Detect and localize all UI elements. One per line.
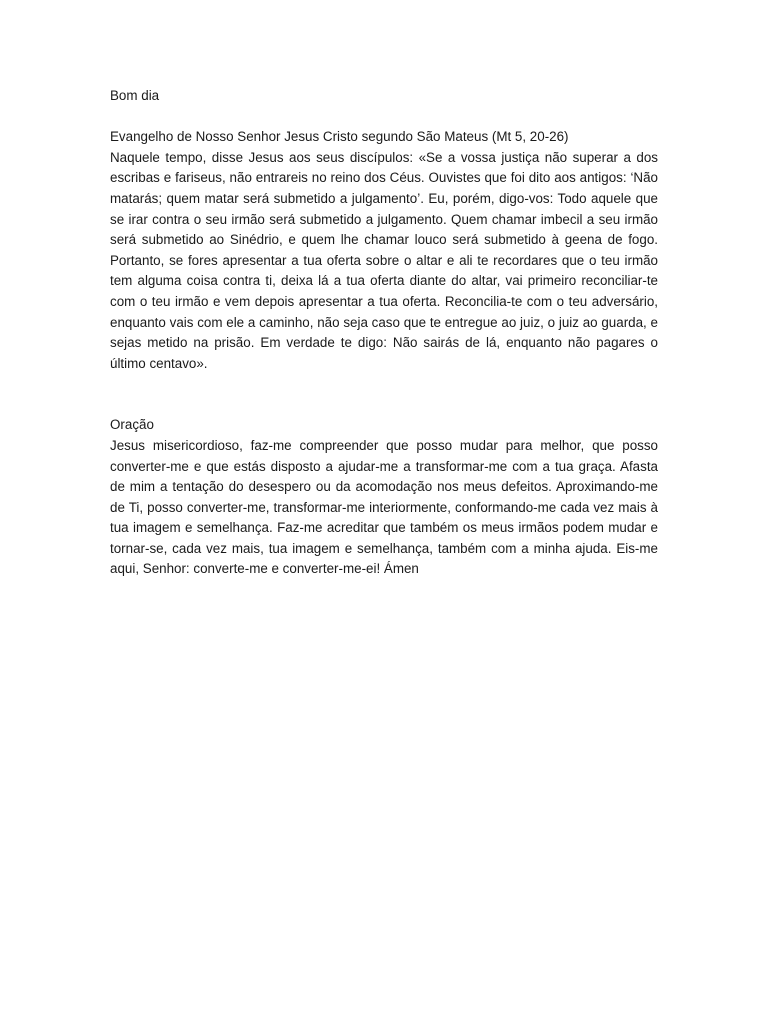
prayer-text: Jesus misericordioso, faz-me compreender que posso mudar para melhor, que posso converter-me e que estás disposto a ajudar-me a transformar-me com a tua graça. Afasta de mim a tentação do desespero ou da acomodação nos meus defeitos. Aproximando-me de Ti, posso converter-me, transformar-me interiormente, conformando-me cada vez mais à tua imagem e semelhança. Faz-me acreditar que também os meus irmãos podem mudar e tornar-se, cada vez mais, tua imagem e semelhança, também com a minha ajuda. Eis-me aqui, Senhor: converte-me e converter-me-ei! Ámen bbox=[110, 437, 658, 577]
prayer-title: Oração bbox=[110, 417, 154, 433]
document-page bbox=[110, 86, 658, 580]
gospel-text: Naquele tempo, disse Jesus aos seus discípulos: «Se a vossa justiça não superar a dos escribas e fariseus, não entrareis no reino dos Céus. Ouvistes que foi dito aos antigos: ‘Não matarás; quem matar será submetido a julgamento’. Eu, porém, digo-vos: Todo aquele que se irar contra o seu irmão será submetido a julgamento. Quem chamar imbecil a seu irmão será submetido ao Sinédrio, e quem lhe chamar louco será submetido à geena de fogo. Portanto, se fores apresentar a tua oferta sobre o altar e ali te recordares que o teu irmão tem alguma coisa contra ti, deixa lá a tua oferta diante do altar, vai primeiro reconciliar-te com o teu irmão e vem depois apresentar a tua oferta. Reconcilia-te com o teu adversário, enquanto vais com ele a caminho, não seja caso que te entregue ao juiz, o juiz ao guarda, e sejas metido na prisão. Em verdade te digo: Não sairás de lá, enquanto não pagares o último centavo». bbox=[110, 149, 658, 371]
greeting-text: Bom dia bbox=[110, 88, 160, 103]
prayer-section bbox=[110, 415, 658, 580]
gospel-section bbox=[110, 127, 658, 374]
gospel-title: Evangelho de Nosso Senhor Jesus Cristo segundo São Mateus (Mt 5, 20-26) bbox=[110, 129, 569, 145]
